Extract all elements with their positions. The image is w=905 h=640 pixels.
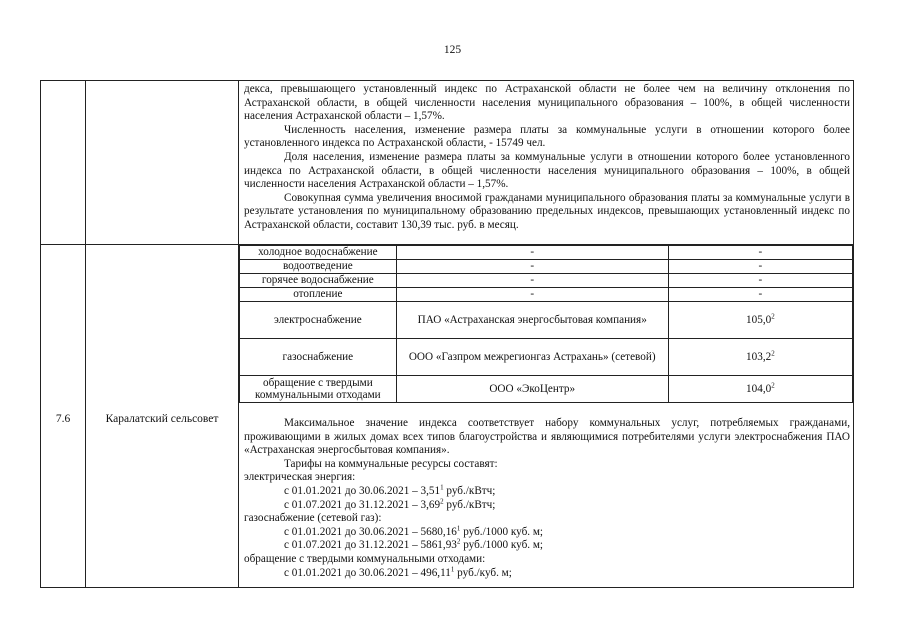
index-cell: -	[668, 274, 852, 288]
paragraph: Тарифы на коммунальные ресурсы составят:	[284, 457, 498, 470]
previous-row-text	[244, 83, 850, 233]
tariff-line	[244, 526, 850, 540]
paragraph: Численность населения, изменение размера платы за коммунальные услуги в отношении которого более установленного индекса по Астраханской области, - 15749 чел.	[244, 123, 850, 150]
electric-heading: электрическая энергия:	[244, 471, 356, 484]
tariff-value: с 01.01.2021 до 30.06.2021 – 3,51	[284, 484, 441, 497]
index-value: 105,0	[746, 313, 772, 326]
service-cell: горячее водоснабжение	[240, 274, 397, 288]
services-table	[239, 245, 853, 403]
tariff-value: с 01.07.2021 до 31.12.2021 – 3,69	[284, 498, 441, 511]
gas-heading: газоснабжение (сетевой газ):	[244, 512, 382, 525]
tariff-line	[244, 485, 850, 499]
paragraph: декса, превышающего установленный индекс по Астраханской области не более чем на величину отклонения по Астраханской области, в общей численности населения муниципального образования – 100%, в общей численности населения Астраханской области – 1,57%.	[244, 83, 850, 123]
provider-cell: ПАО «Астраханская энергосбытовая компания»	[396, 302, 668, 339]
index-cell	[668, 339, 852, 376]
service-cell: газоснабжение	[240, 339, 397, 376]
table-row	[240, 274, 853, 288]
footnote-mark: 1	[450, 564, 455, 573]
table-row	[240, 288, 853, 302]
table-row	[240, 302, 853, 339]
table-row	[240, 339, 853, 376]
service-cell: водоотведение	[240, 260, 397, 274]
service-cell: электроснабжение	[240, 302, 397, 339]
paragraph: Максимальное значение индекса соответствует набору коммунальных услуг, потребляемых гражданами, проживающими в жилых домах всех типов благоустройства и являющимися потребителями услуги электроснабжения ПАО «Астраханская энергосбытовая компания».	[244, 417, 850, 457]
service-cell: обращение с твердыми коммунальными отходами	[240, 376, 397, 403]
provider-cell: -	[396, 246, 668, 260]
index-cell	[668, 302, 852, 339]
tariff-unit: руб./кВтч;	[443, 498, 496, 511]
index-cell: -	[668, 288, 852, 302]
tariff-unit: руб./кВтч;	[443, 484, 496, 497]
index-cell	[668, 376, 852, 403]
service-cell: отопление	[240, 288, 397, 302]
footnote-mark: 2	[456, 537, 461, 546]
number-column	[41, 81, 86, 587]
page-number: 125	[443, 44, 462, 56]
paragraph: Совокупная сумма увеличения вносимой гражданами муниципального образования платы за коммунальные услуги в результате установления по муниципальному образованию предельных индексов, превышающих установленный индекс по Астраханской области, составит 130,39 тыс. руб. в месяц.	[244, 191, 850, 231]
footnote-mark: 2	[771, 312, 775, 321]
tariff-line	[244, 539, 850, 553]
provider-cell: ООО «ЭкоЦентр»	[396, 376, 668, 403]
tariff-unit: руб./1000 куб. м;	[460, 525, 544, 538]
tariff-value: с 01.07.2021 до 31.12.2021 – 5861,93	[284, 539, 457, 552]
provider-cell: -	[396, 288, 668, 302]
tariff-line	[244, 564, 850, 581]
tariff-unit: руб./1000 куб. м;	[460, 539, 544, 552]
table-row	[240, 260, 853, 274]
municipality-name: Каралатский сельсовет	[105, 413, 219, 425]
provider-cell: -	[396, 274, 668, 288]
index-cell: -	[668, 260, 852, 274]
tariff-line	[244, 496, 850, 513]
tariff-value: с 01.01.2021 до 30.06.2021 – 5680,16	[284, 525, 457, 538]
name-column	[86, 81, 239, 587]
provider-cell: ООО «Газпром межрегионгаз Астрахань» (сетевой)	[396, 339, 668, 376]
tariff-unit: руб./куб. м;	[454, 566, 512, 579]
provider-cell: -	[396, 260, 668, 274]
footnote-mark: 2	[771, 349, 775, 358]
footnote-mark: 1	[440, 483, 444, 492]
row-number: 7.6	[55, 413, 71, 425]
service-cell: холодное водоснабжение	[240, 246, 397, 260]
index-value: 104,0	[746, 382, 772, 395]
tariff-value: с 01.01.2021 до 30.06.2021 – 496,11	[284, 566, 451, 579]
table-row	[240, 376, 853, 403]
footnote-mark: 1	[456, 524, 461, 533]
footnote-mark: 2	[771, 381, 775, 390]
footnote-mark: 2	[440, 496, 444, 505]
municipal-table	[40, 80, 854, 588]
tariff-text	[244, 417, 850, 580]
table-row	[240, 246, 853, 260]
waste-heading: обращение с твердыми коммунальными отходами:	[244, 552, 486, 565]
index-cell: -	[668, 246, 852, 260]
index-value: 103,2	[746, 350, 772, 363]
paragraph: Доля населения, изменение размера платы за коммунальные услуги в отношении которого более установленного индекса по Астраханской области, в общей численности населения муниципального образования – 100%, в общей численности населения Астраханской области – 1,57%.	[244, 150, 850, 191]
